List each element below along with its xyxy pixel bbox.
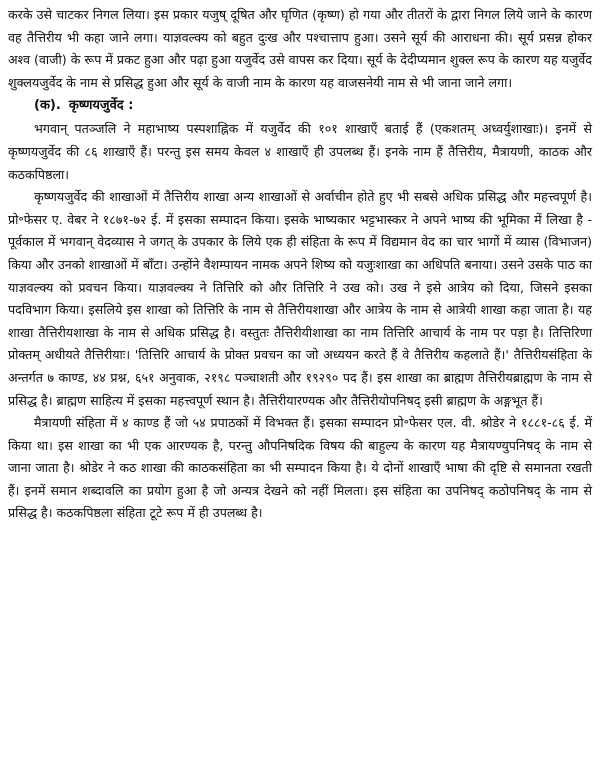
section-heading-marker: (क). (34, 98, 61, 114)
paragraph-branches-count: भगवान् पतञ्जलि ने महाभाष्य पस्पशाह्निक में यजुर्वेद की १०१ शाखाएँ बताई हैं (एकशतम् अध्वर्युशाखाः)। इनमें से कृष्णयजुर्वेद की ८६ शाखाएँ हैं। परन्तु इस समय केवल ४ शाखाएँ ही उपलब्ध हैं। इनके नाम हैं तैत्तिरीय, मैत्रायणी, काठक और कठकपिष्ठला। (8, 121, 592, 182)
section-heading-title: कृष्णयजुर्वेद : (68, 98, 134, 114)
paragraph-sun-worship: करके उसे चाटकर निगल लिया। इस प्रकार यजुष् दूषित और घृणित (कृष्ण) हो गया और तीतरों के द्वारा निगल लिये जाने के कारण वह तैत्तिरीय भी कहा जाने लगा। याज्ञवल्क्य को बहुत दुःख और पश्चात्ताप हुआ। उसने सूर्य की आराधना की। सूर्य प्रसन्न होकर अश्व (वाजी) के रूप में प्रकट हुआ और पढ़ा हुआ यजुर्वेद उसे वापस कर दिया। सूर्य के देदीप्यमान शुक्ल रूप के कारण यह यजुर्वेद शुक्लयजुर्वेद के नाम से प्रसिद्ध हुआ और सूर्य के वाजी नाम के कारण यह वाजसनेयी नाम से भी जाना जाने लगा। (8, 7, 592, 90)
paragraph-taittiriya-branch: कृष्णयजुर्वेद की शाखाओं में तैत्तिरीय शाखा अन्य शाखाओं से अर्वाचीन होते हुए भी सबसे अधिक प्रसिद्ध और महत्त्वपूर्ण है। प्रो॰फेसर ए. वेबर ने १८७१-७२ ई. में इसका सम्पादन किया। इसके भाष्यकार भट्टभास्कर ने अपने भाष्य की भूमिका में लिखा है - पूर्वकाल में भगवान् वेदव्यास ने जगत् के उपकार के लिये एक ही संहिता के रूप में विद्यमान वेद का चार भागों में व्यास (विभाजन) किया और उनको शाखाओं में बाँटा। उन्होंने वैशम्पायन नामक अपने शिष्य को यजुःशाखा का अधिपति बनाया। उसने उसके पाठ का याज्ञवल्क्य को प्रवचन किया। याज्ञवल्क्य ने तित्तिरि को और तित्तिरि ने उख को। उख ने इसे आत्रेय को दिया, जिसने इसका पदविभाग किया। इसलिये इस शाखा को तित्तिरि के नाम से तैत्तिरीयशाखा और आत्रेय के नाम से आत्रेयी शाखा कहा जाता है। यह शाखा तैत्तिरीयशाखा के नाम से अधिक प्रसिद्ध है। वस्तुतः तैत्तिरीयीशाखा का नाम तित्तिरि आचार्य के नाम पर पड़ा है। तित्तिरिणा प्रोक्तम् अधीयते तैत्तिरीयाः। 'तित्तिरि आचार्य के प्रोक्त प्रवचन का जो अध्ययन करते हैं वे तैत्तिरीय कहलाते हैं।' तैत्तिरीयसंहिता के अन्तर्गत ७ काण्ड, ४४ प्रश्न, ६५१ अनुवाक, २१९८ पञ्चाशती और १९२९० पद हैं। इस शाखा का ब्राह्मण तैत्तिरीयब्राह्मण के नाम से प्रसिद्ध है। ब्राह्मण साहित्य में इसका महत्त्वपूर्ण स्थान है। तैत्तिरीयारण्यक और तैत्तिरीयोपनिषद् इसी ब्राह्मण के अङ्गभूत हैं। (8, 189, 592, 408)
section-heading (8, 94, 592, 118)
paragraph-maitrayani-samhita: मैत्रायणी संहिता में ४ काण्ड हैं जो ५४ प्रपाठकों में विभक्त हैं। इसका सम्पादन प्रो॰फेसर एल. वी. श्रोडेर ने १८८१-८६ ई. में किया था। इस शाखा का भी एक आरण्यक है, परन्तु औपनिषदिक विषय की बाहुल्य के कारण यह मैत्रायण्युपनिषद् के नाम से जाना जाता है। श्रोडेर ने कठ शाखा की काठकसंहिता का भी सम्पादन किया है। ये दोनों शाखाएँ भाषा की दृष्टि से समानता रखती हैं। इनमें समान शब्दावलि का प्रयोग हुआ है जो अन्यत्र देखने को नहीं मिलता। इस संहिता का उपनिषद् कठोपनिषद् के नाम से प्रसिद्ध है। कठकपिष्ठला संहिता टूटे रूप में ही उपलब्ध है। (8, 415, 592, 521)
